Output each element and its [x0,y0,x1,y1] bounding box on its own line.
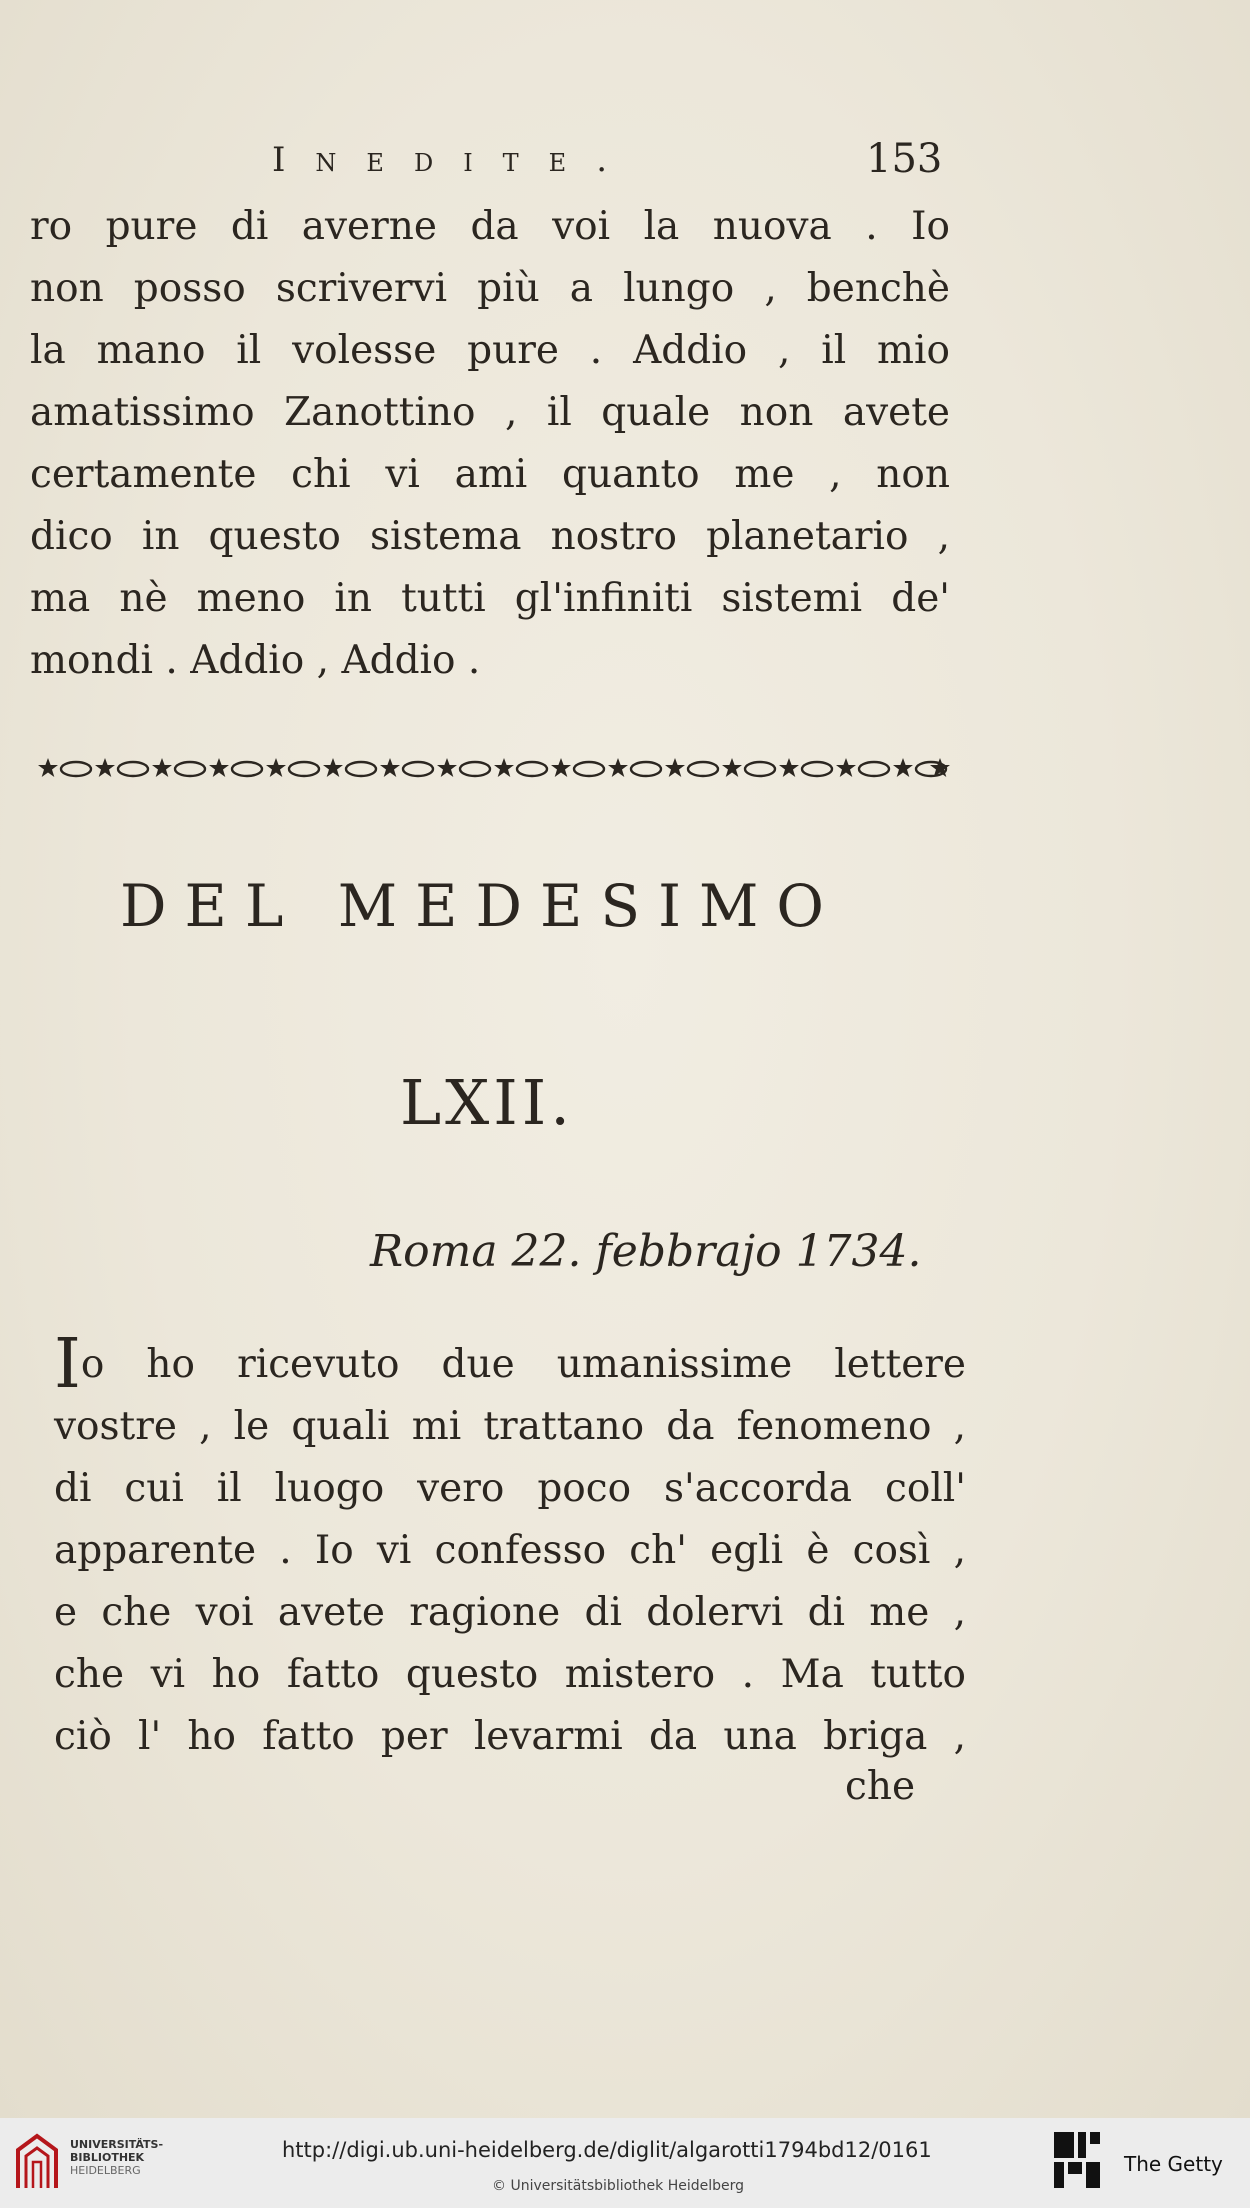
text-line: ro pure di averne da voi la nuova . Io [30,204,950,249]
text-line: di cui il luogo vero poco s'accorda coll' [54,1466,966,1511]
letter-body [54,1325,966,1768]
text-line: mondi . Addio , Addio . [30,638,481,683]
section-heading: DEL MEDESIMO [120,872,842,940]
running-head [0,136,1250,190]
dateline: Roma 22. febbrajo 1734. [370,1226,922,1277]
text-line: vostre , le quali mi trattano da fenomeno , [54,1404,966,1449]
getty-logo-icon [1052,2130,1102,2190]
drop-cap: I [54,1325,81,1404]
previous-letter-text [30,196,950,692]
library-name: UNIVERSITÄTS- BIBLIOTHEK HEIDELBERG [70,2138,164,2177]
page-number: 153 [866,136,943,182]
footer-bar [0,2118,1250,2208]
permalink-url[interactable]: http://digi.ub.uni-heidelberg.de/diglit/algarotti1794bd12/0161 [282,2138,932,2162]
letter-number: LXII. [400,1066,575,1139]
text-line: dico in questo sistema nostro planetario , [30,514,950,559]
text-line: la mano il volesse pure . Addio , il mio [30,328,950,373]
university-library-logo-icon [14,2132,60,2192]
text-line-first [54,1325,966,1404]
text-line: e che voi avete ragione di dolervi di me , [54,1590,966,1635]
text-line: che vi ho fatto questo mistero . Ma tutto [54,1652,966,1697]
running-title: Inedite. [272,140,638,180]
text-line: non posso scrivervi più a lungo , benchè [30,266,950,311]
catchword: che [845,1764,916,1809]
text-line: ma nè meno in tutti gl'infiniti sistemi de' [30,576,950,621]
copyright-notice: © Universitätsbibliothek Heidelberg [492,2178,745,2194]
decorative-divider [38,752,950,786]
partner-name: The Getty [1124,2152,1223,2176]
text-line: ciò l' ho fatto per levarmi da una briga , [54,1714,966,1759]
text-line: certamente chi vi ami quanto me , non [30,452,950,497]
first-line-rest: o ho ricevuto due umanissime lettere [80,1342,966,1387]
text-line: amatissimo Zanottino , il quale non avete [30,390,950,435]
text-line: apparente . Io vi confesso ch' egli è così , [54,1528,966,1573]
